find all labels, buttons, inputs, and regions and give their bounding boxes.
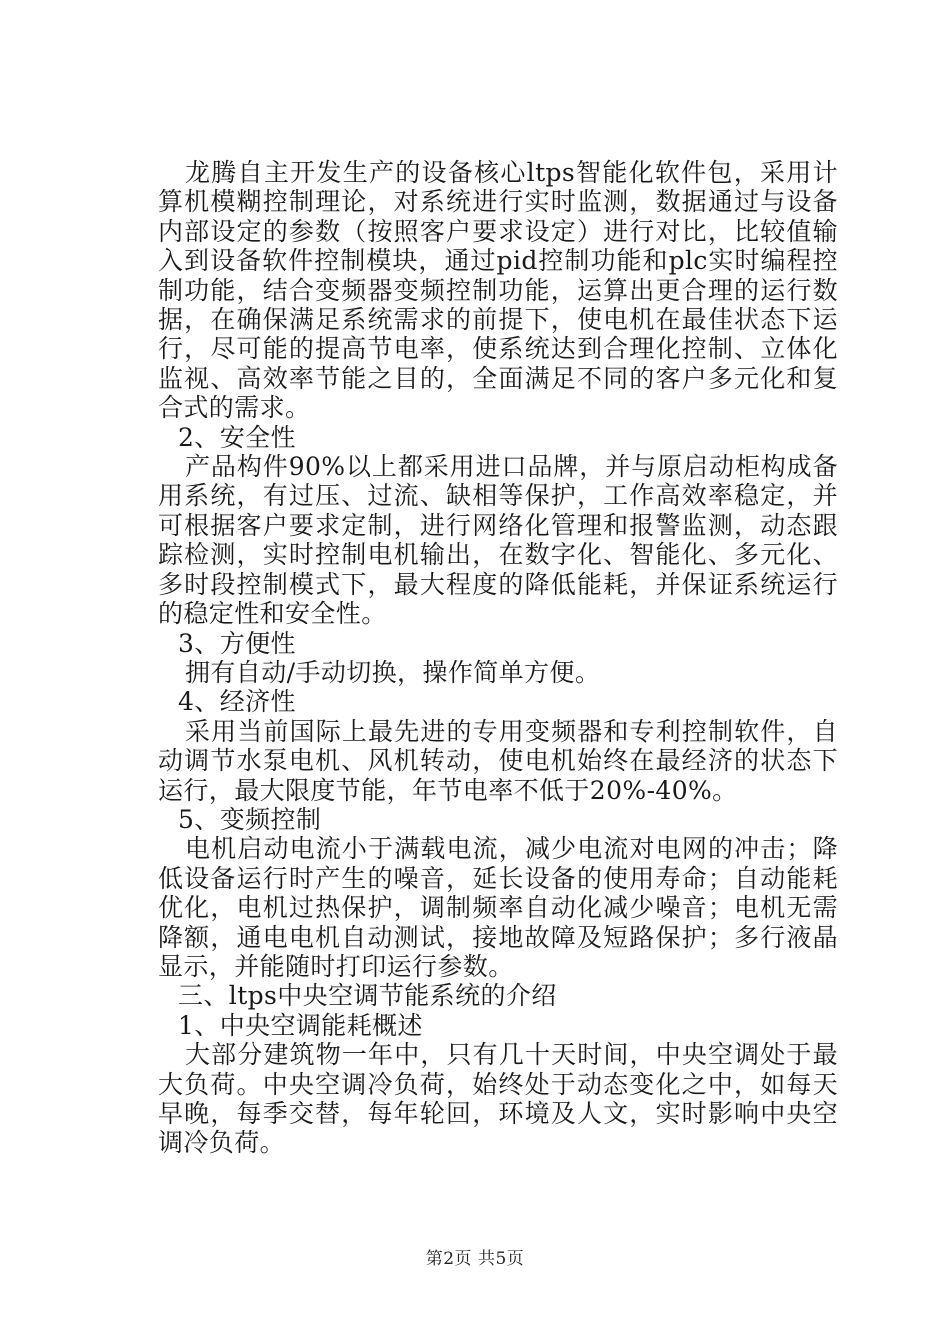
heading-safety: 2、安全性: [178, 422, 296, 452]
paragraph-ltps-software: 龙腾自主开发生产的设备核心ltps智能化软件包，采用计算机模糊控制理论，对系统进行实时监测，数据通过与设备内部设定的参数（按照客户要求设定）进行对比，比较值输入到设备软件控制模块，通过pid控制功能和plc实时编程控制功能，结合变频器变频控制功能，运算出更合理的运行数据，在确保满足系统需求的前提下，使电机在最佳状态下运行，尽可能的提高节电率，使系统达到合理化控制、立体化监视、高效率节能之目的，全面满足不同的客户多元化和复合式的需求。: [158, 158, 838, 423]
heading-convenience: 3、方便性: [178, 628, 296, 658]
page-footer: [0, 1244, 950, 1269]
heading-ac-energy-overview: 1、中央空调能耗概述: [178, 1010, 423, 1040]
paragraph-frequency-control: 电机启动电流小于满载电流，减少电流对电网的冲击；降低设备运行时产生的噪音，延长设备的使用寿命；自动能耗优化，电机过热保护，调制频率自动化减少噪音；电机无需降额，通电电机自动测试，接地故障及短路保护；多行液晶显示，并能随时打印运行参数。: [158, 834, 838, 981]
page-total: 共5页: [477, 1249, 525, 1269]
paragraph-safety: 产品构件90%以上都采用进口品牌，并与原启动柜构成备用系统，有过压、过流、缺相等保护，工作高效率稳定，并可根据客户要求定制，进行网络化管理和报警监测，动态跟踪检测，实时控制电机输出，在数字化、智能化、多元化、多时段控制模式下，最大程度的降低能耗，并保证系统运行的稳定性和安全性。: [158, 452, 838, 629]
paragraph-ac-energy-overview: 大部分建筑物一年中，只有几十天时间，中央空调处于最大负荷。中央空调冷负荷，始终处于动态变化之中，如每天早晚，每季交替，每年轮回，环境及人文，实时影响中央空调冷负荷。: [158, 1040, 838, 1158]
page-number: 第2页: [425, 1249, 473, 1269]
paragraph-economy: 采用当前国际上最先进的专用变频器和专利控制软件，自动调节水泵电机、风机转动，使电机始终在最经济的状态下运行，最大限度节能，年节电率不低于20%-40%。: [158, 716, 838, 805]
heading-frequency-control: 5、变频控制: [178, 804, 322, 834]
section-heading-ltps-ac-system: 三、ltps中央空调节能系统的介绍: [178, 981, 557, 1011]
paragraph-convenience: 拥有自动/手动切换，操作简单方便。: [185, 657, 601, 687]
heading-economy: 4、经济性: [178, 687, 296, 717]
document-body: [158, 158, 838, 1158]
